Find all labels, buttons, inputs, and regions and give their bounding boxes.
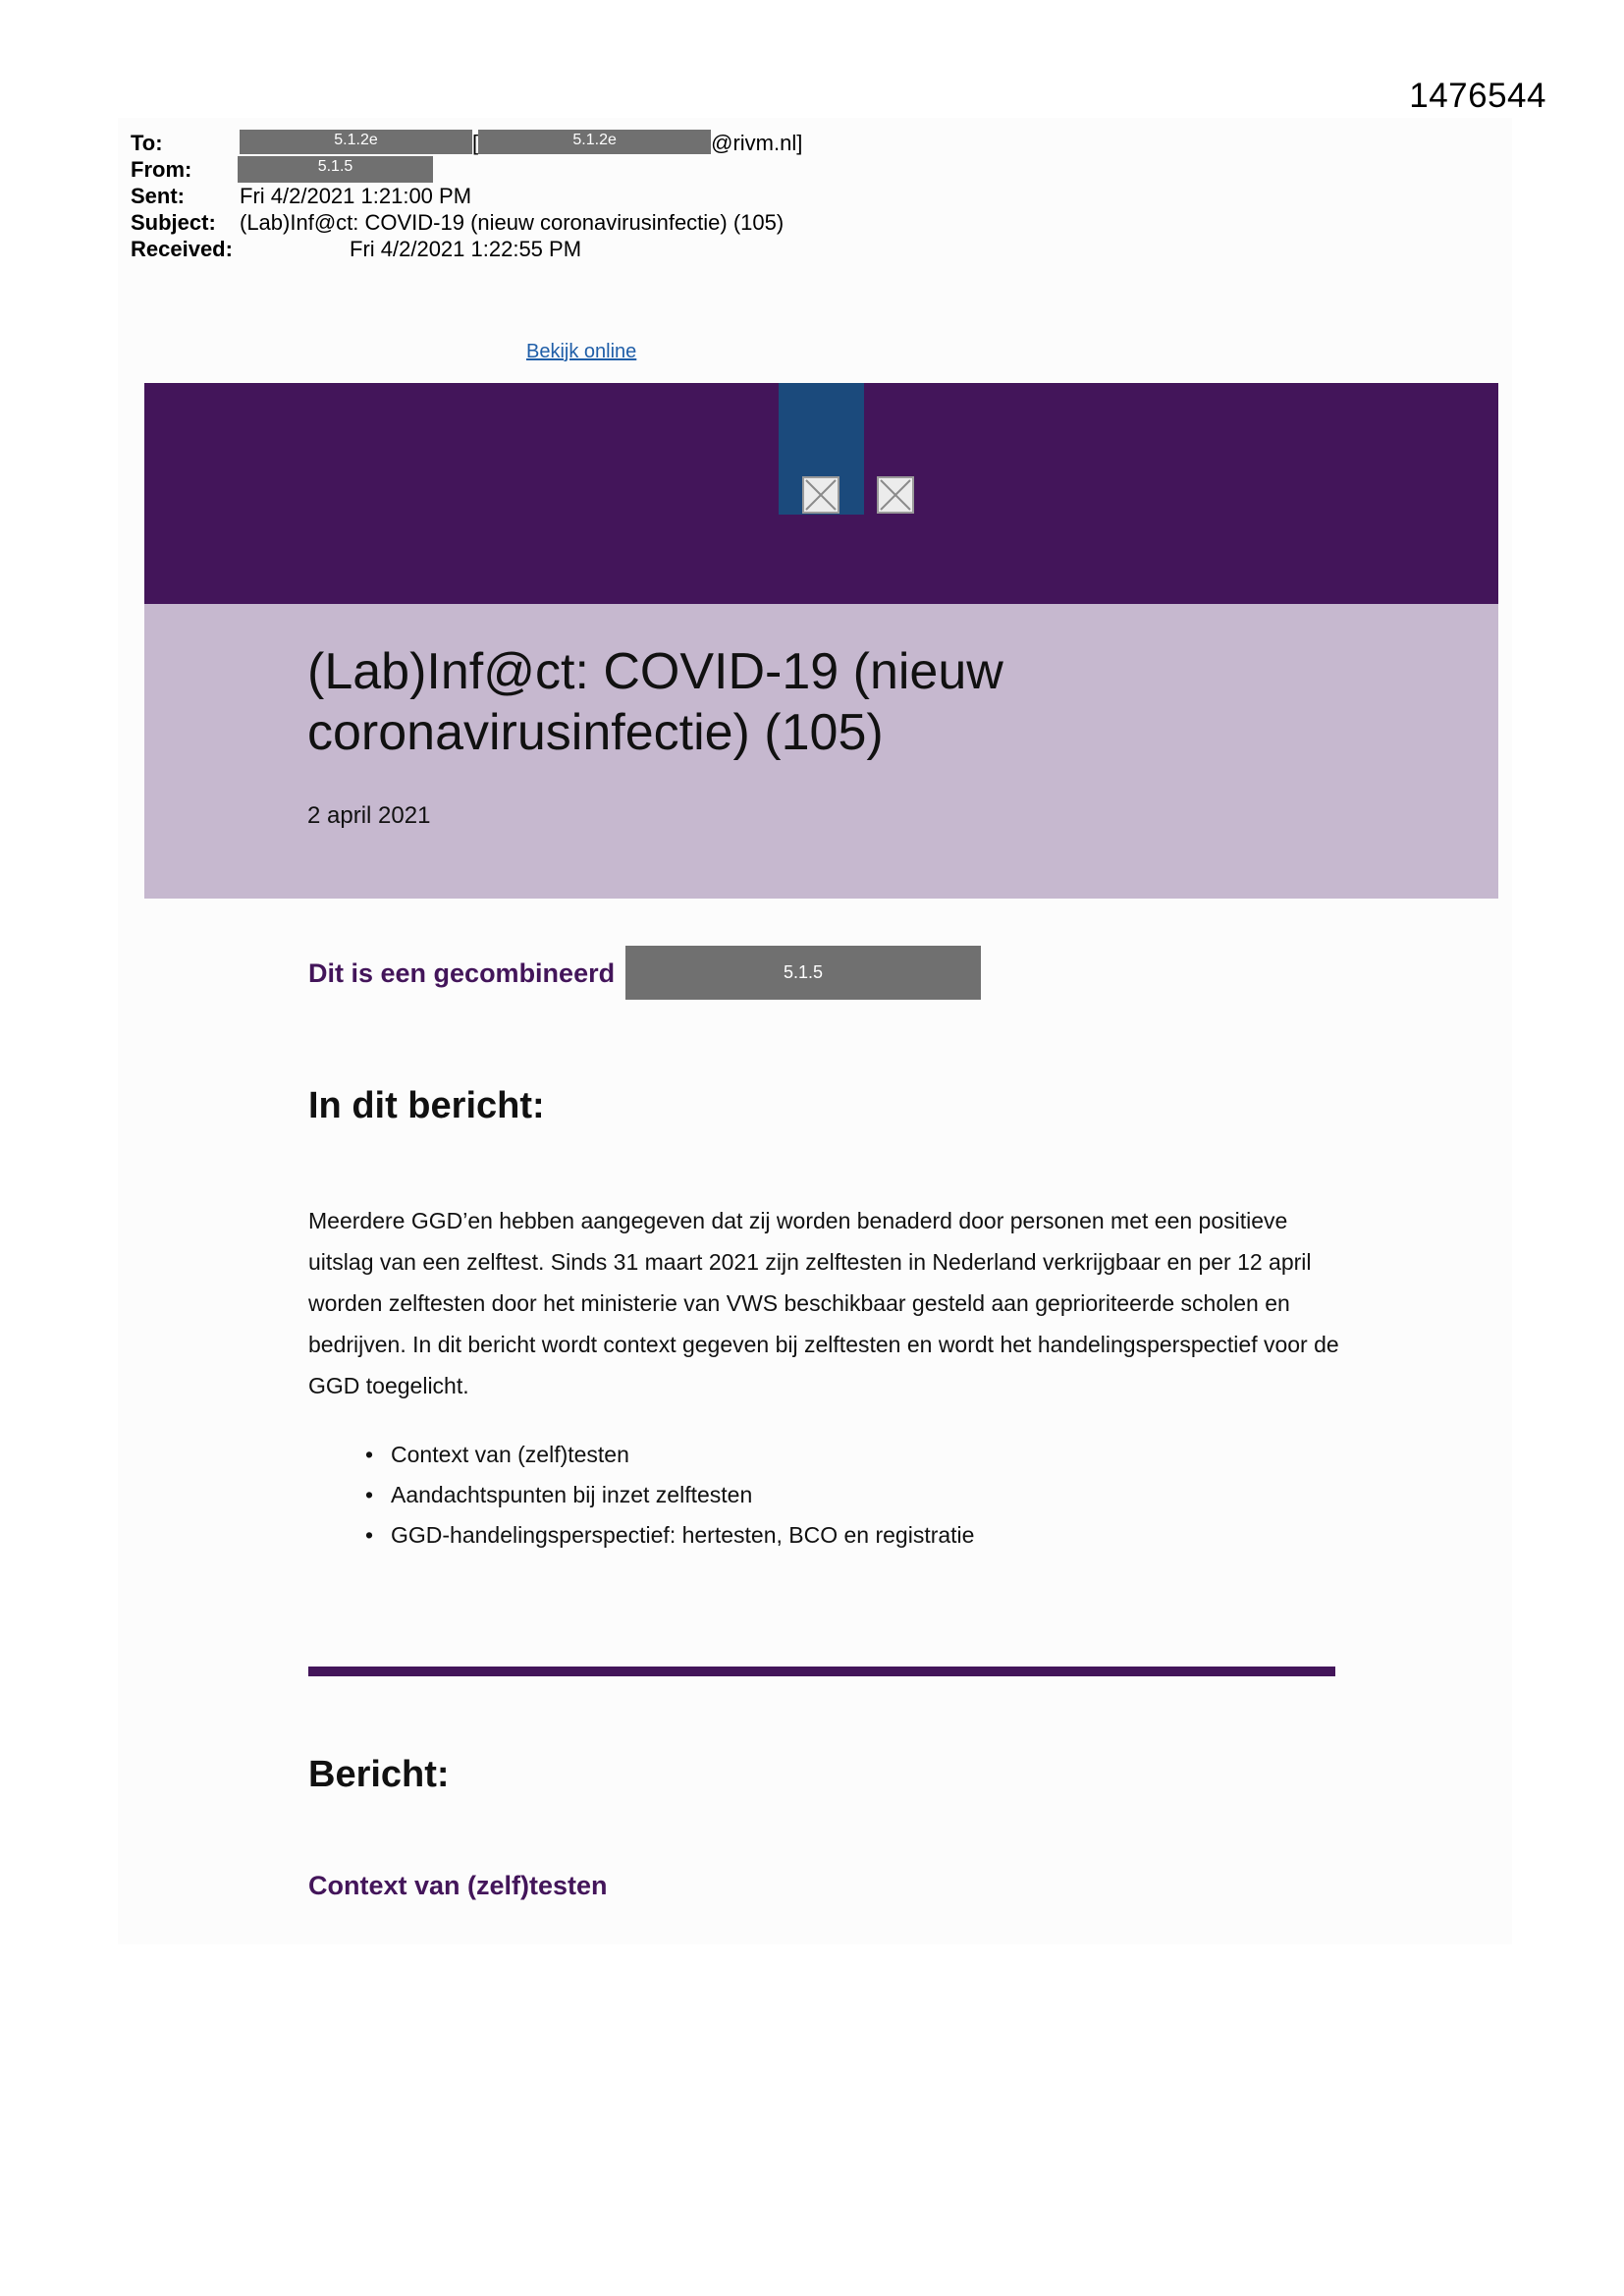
redaction-box: 5.1.2e	[478, 130, 711, 154]
list-item: • Context van (zelf)testen	[365, 1435, 974, 1475]
title-panel	[144, 604, 1498, 899]
to-value	[240, 130, 802, 156]
in-this-message-heading: In dit bericht:	[308, 1085, 545, 1126]
document-id: 1476544	[1409, 77, 1546, 115]
newsletter-title: (Lab)Inf@ct: COVID-19 (nieuw coronavirusinfectie) (105)	[307, 643, 1003, 761]
received-value: Fri 4/2/2021 1:22:55 PM	[350, 237, 582, 261]
to-bracket: [	[472, 131, 479, 155]
broken-image-icon	[877, 476, 914, 514]
from-value	[238, 156, 433, 183]
topic-list	[365, 1435, 974, 1556]
newsletter-date: 2 april 2021	[307, 802, 431, 829]
redaction-box: 5.1.2e	[240, 130, 472, 154]
subject-value: (Lab)Inf@ct: COVID-19 (nieuw coronavirusinfectie) (105)	[240, 210, 785, 235]
from-label: From:	[131, 157, 192, 182]
newsletter-banner	[144, 383, 1498, 604]
to-email-domain: @rivm.nl]	[711, 131, 803, 155]
list-item: • GGD-handelingsperspectief: hertesten, BCO en registratie	[365, 1515, 974, 1556]
combined-notice: Dit is een gecombineerd	[308, 958, 616, 988]
to-label: To:	[131, 131, 163, 155]
message-heading: Bericht:	[308, 1754, 450, 1795]
list-item: • Aandachtspunten bij inzet zelftesten	[365, 1475, 974, 1515]
view-online-link[interactable]: Bekijk online	[526, 341, 637, 362]
section-divider	[308, 1667, 1335, 1676]
broken-image-icon	[802, 476, 839, 514]
sent-label: Sent:	[131, 184, 185, 208]
sent-value: Fri 4/2/2021 1:21:00 PM	[240, 184, 472, 208]
subject-label: Subject:	[131, 210, 216, 235]
received-label: Received:	[131, 237, 233, 261]
intro-paragraph: Meerdere GGD’en hebben aangegeven dat zij worden benaderd door personen met een positieve uitslag van een zelftest. Sinds 31 maart 2021 zijn zelftesten in Nederland verkrijgbaar en per 12 april worden zelftesten door het ministerie van VWS beschikbaar gesteld aan geprioriteerde scholen en bedrijven. In dit bericht wordt context gegeven bij zelftesten en wordt het handelingsperspectief voor de GGD toegelicht.	[308, 1208, 1339, 1398]
section-heading: Context van (zelf)testen	[308, 1871, 608, 1900]
redaction-box: 5.1.5	[625, 946, 981, 1000]
redaction-box: 5.1.5	[238, 156, 433, 183]
